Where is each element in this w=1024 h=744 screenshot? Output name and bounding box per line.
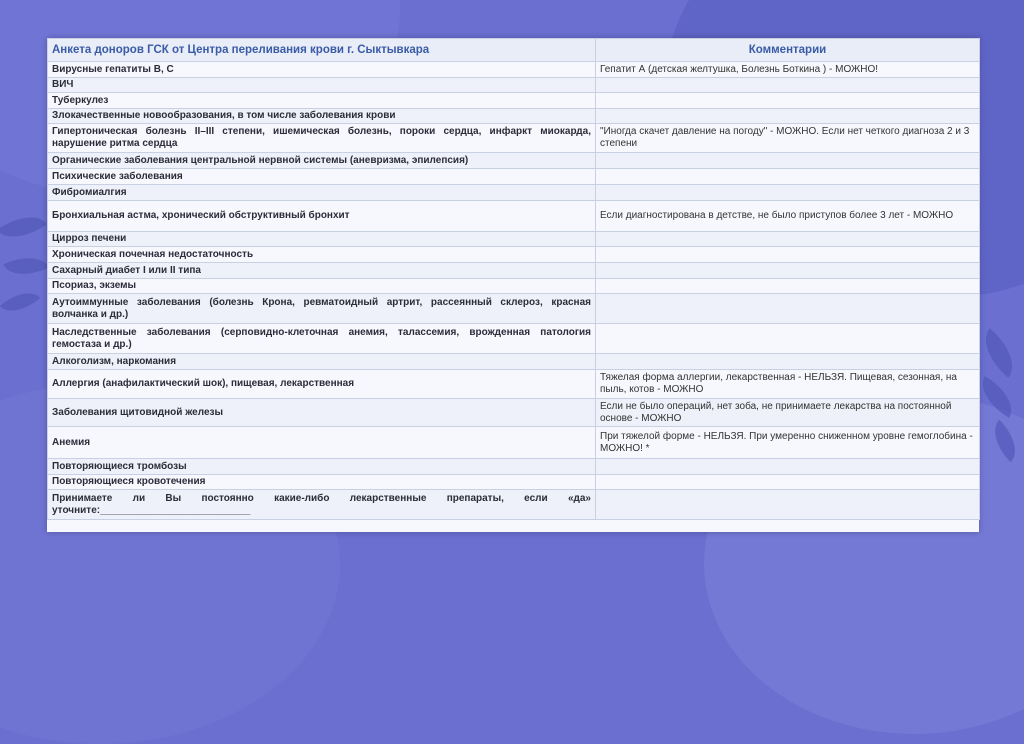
comment-cell (596, 490, 980, 520)
table-row (48, 263, 980, 279)
condition-cell: Наследственные заболевания (серповидно-клеточная анемия, талассемия, врожденная патология гемостаза и др.) (48, 324, 596, 354)
condition-cell: Хроническая почечная недостаточность (48, 247, 596, 263)
table-row (48, 427, 980, 459)
condition-cell: Цирроз печени (48, 232, 596, 247)
comment-cell: При тяжелой форме - НЕЛЬЗЯ. При умеренно сниженном уровне гемоглобина - МОЖНО! * (596, 427, 980, 459)
table-row (48, 459, 980, 475)
comment-cell (596, 324, 980, 354)
condition-cell: Аллергия (анафилактический шок), пищевая, лекарственная (48, 370, 596, 399)
comment-cell (596, 459, 980, 475)
table-row (48, 370, 980, 399)
condition-cell: Анемия (48, 427, 596, 459)
leaf-decoration-icon (973, 328, 1024, 377)
comment-cell (596, 294, 980, 324)
comment-cell (596, 93, 980, 109)
condition-cell: Фибромиалгия (48, 185, 596, 201)
comments-header: Комментарии (596, 39, 980, 62)
table-row (48, 124, 980, 153)
condition-cell: Вирусные гепатиты В, С (48, 62, 596, 78)
table-row (48, 78, 980, 93)
table-row (48, 324, 980, 354)
condition-cell: Повторяющиеся кровотечения (48, 475, 596, 490)
table-row (48, 201, 980, 232)
condition-cell: Псориаз, экземы (48, 279, 596, 294)
table-row (48, 109, 980, 124)
donor-questionnaire-sheet (47, 38, 979, 532)
table-row (48, 62, 980, 78)
comment-cell (596, 232, 980, 247)
table-row (48, 153, 980, 169)
table-row (48, 475, 980, 490)
comment-cell: Гепатит А (детская желтушка, Болезнь Боткина ) - МОЖНО! (596, 62, 980, 78)
condition-cell: Повторяющиеся тромбозы (48, 459, 596, 475)
table-row (48, 354, 980, 370)
condition-cell: Гипертоническая болезнь II–III степени, ишемическая болезнь, пороки сердца, инфаркт миокарда, нарушение ритма сердца (48, 124, 596, 153)
table-row (48, 169, 980, 185)
condition-cell: Принимаете ли Вы постоянно какие-либо лекарственные препараты, если «да» уточните:___________________________ (48, 490, 596, 520)
comment-cell (596, 247, 980, 263)
condition-cell: Туберкулез (48, 93, 596, 109)
condition-cell: Алкоголизм, наркомания (48, 354, 596, 370)
comment-cell (596, 279, 980, 294)
comment-cell: Тяжелая форма аллергии, лекарственная - НЕЛЬЗЯ. Пищевая, сезонная, на пыль, котов - МОЖНО (596, 370, 980, 399)
comment-cell (596, 109, 980, 124)
table-row (48, 247, 980, 263)
table-row (48, 490, 980, 520)
leaf-decoration-icon (0, 283, 40, 321)
comment-cell (596, 78, 980, 93)
comment-cell (596, 169, 980, 185)
table-body (48, 62, 980, 520)
condition-cell: Аутоиммунные заболевания (болезнь Крона, ревматоидный артрит, рассеянный склероз, красная волчанка и др.) (48, 294, 596, 324)
table-header-row (48, 39, 980, 62)
questionnaire-title: Анкета доноров ГСК от Центра переливания крови г. Сыктывкара (48, 39, 596, 62)
comment-cell (596, 185, 980, 201)
comment-cell (596, 354, 980, 370)
table-row (48, 294, 980, 324)
condition-cell: ВИЧ (48, 78, 596, 93)
comment-cell (596, 263, 980, 279)
condition-cell: Бронхиальная астма, хронический обструктивный бронхит (48, 201, 596, 232)
comment-cell: "Иногда скачет давление на погоду" - МОЖНО. Если нет четкого диагноза 2 и 3 степени (596, 124, 980, 153)
condition-cell: Заболевания щитовидной железы (48, 399, 596, 427)
comment-cell: Если не было операций, нет зоба, не принимаете лекарства на постоянной основе - МОЖНО (596, 399, 980, 427)
table-row (48, 232, 980, 247)
comment-cell (596, 153, 980, 169)
condition-cell: Сахарный диабет I или II типа (48, 263, 596, 279)
comment-cell: Если диагностирована в детстве, не было приступов более 3 лет - МОЖНО (596, 201, 980, 232)
table-row (48, 93, 980, 109)
leaf-decoration-icon (0, 205, 47, 250)
condition-cell: Психические заболевания (48, 169, 596, 185)
condition-cell: Органические заболевания центральной нервной системы (аневризма, эпилепсия) (48, 153, 596, 169)
comment-cell (596, 475, 980, 490)
leaf-decoration-icon (3, 248, 49, 285)
table-row (48, 185, 980, 201)
table-row (48, 279, 980, 294)
table-row (48, 399, 980, 427)
condition-cell: Злокачественные новообразования, в том числе заболевания крови (48, 109, 596, 124)
donor-questionnaire-table (47, 38, 980, 520)
